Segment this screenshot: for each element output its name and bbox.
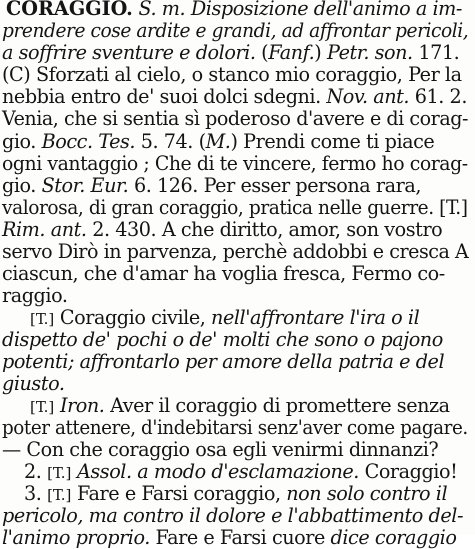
text-run: ) Prendi come ti piace bbox=[230, 130, 435, 153]
italic-run: pericolo, ma contro il dolore e l'abbattimento del- bbox=[2, 504, 464, 527]
text-run: raggio. bbox=[2, 284, 68, 307]
text-line bbox=[2, 439, 438, 461]
headword: CORAGGIO. bbox=[6, 0, 133, 20]
text-run: valorosa, di gran coraggio, pratica nelle guerre. [T.] bbox=[2, 196, 468, 219]
text-run: — Con che coraggio osa egli venirmi dinnanzi? bbox=[2, 438, 439, 461]
italic-run: M. bbox=[205, 130, 231, 153]
italic-run: potenti; affrontarlo per amore della patria e del bbox=[2, 350, 445, 373]
italic-run: Fanf. bbox=[268, 41, 315, 64]
text-line bbox=[2, 131, 434, 153]
text-run: [T.] bbox=[47, 486, 72, 504]
italic-run: Iron. bbox=[59, 394, 105, 417]
italic-run: S. m. bbox=[138, 0, 186, 20]
text-line bbox=[2, 373, 65, 395]
text-run: gio. bbox=[2, 174, 42, 197]
text-run: Fare e Farsi coraggio, bbox=[71, 482, 287, 505]
text-line bbox=[2, 42, 459, 64]
text-line bbox=[2, 263, 445, 285]
italic-run: giusto. bbox=[2, 372, 65, 395]
text-run: ogni vantaggio ; Che di te vincere, fermo ho corag- bbox=[2, 152, 468, 175]
text-line bbox=[2, 285, 67, 307]
text-line bbox=[2, 219, 442, 241]
text-line bbox=[2, 351, 444, 373]
text-run: (C) Sforzati al cielo, o stanco mio coraggio, Per la bbox=[2, 63, 462, 86]
text-run: [T.] bbox=[30, 398, 55, 416]
text-line bbox=[2, 64, 462, 86]
text-run: servo Dirò in parvenza, perchè addobbi e cresca A bbox=[2, 240, 469, 263]
text-line bbox=[6, 0, 462, 20]
text-line bbox=[2, 329, 443, 351]
italic-run: Stor. Eur. bbox=[41, 174, 129, 197]
text-line bbox=[2, 197, 468, 219]
text-run: Venia, che si sentia sì poderoso d'avere e di corag- bbox=[2, 107, 469, 130]
italic-run: l'animo proprio. bbox=[2, 526, 150, 549]
text-run: Fare e Farsi cuore bbox=[149, 526, 331, 549]
text-run: [T.] bbox=[47, 464, 72, 482]
text-line bbox=[2, 86, 467, 108]
italic-run: Nov. ant. bbox=[326, 85, 410, 108]
italic-run: nell'affrontare l'ira o il bbox=[211, 306, 420, 329]
text-line bbox=[30, 307, 419, 329]
italic-run: Petr. son. bbox=[326, 41, 413, 64]
italic-run: Bocc. Tes. bbox=[41, 130, 136, 153]
text-line bbox=[2, 108, 468, 130]
text-run: nebbia entro de' suoi dolci sdegni. bbox=[2, 85, 327, 108]
text-run: 5. 74. ( bbox=[135, 130, 206, 153]
text-line bbox=[2, 527, 456, 549]
text-run: 2. bbox=[24, 460, 48, 483]
italic-run: dice coraggio bbox=[330, 526, 457, 549]
text-line bbox=[30, 395, 450, 417]
text-run: 171. bbox=[412, 41, 460, 64]
text-run: 6. 126. Per esser persona rara, bbox=[128, 174, 421, 197]
text-run: ( bbox=[255, 41, 269, 64]
italic-run: a soffrire sventure e dolori. bbox=[2, 41, 256, 64]
italic-run: dispetto de' pochi o de' molti che sono o pajono bbox=[2, 328, 443, 351]
text-run: [T.] bbox=[30, 310, 55, 328]
text-line bbox=[24, 483, 447, 505]
text-line bbox=[2, 505, 463, 527]
text-run: gio. bbox=[2, 130, 42, 153]
text-run: Aver il coraggio di promettere senza bbox=[104, 394, 450, 417]
text-run: ) bbox=[314, 41, 327, 64]
text-run: poter attenere, d'indebitarsi senz'aver come pagare. bbox=[2, 416, 468, 439]
text-run: Coraggio! bbox=[358, 460, 458, 483]
italic-run: prendere cose ardite e grandi, ad affrontar pericoli, bbox=[2, 19, 469, 42]
text-run: 61. 2. bbox=[409, 85, 467, 108]
text-line bbox=[2, 20, 468, 42]
italic-run: non solo contro il bbox=[286, 482, 448, 505]
text-run: ciascun, che d'amar ha voglia fresca, Fermo co- bbox=[2, 262, 445, 285]
text-line bbox=[2, 241, 468, 263]
text-run: 3. bbox=[24, 482, 48, 505]
text-line bbox=[2, 175, 421, 197]
text-run: 2. 430. A che diritto, amor, son vostro bbox=[86, 218, 443, 241]
text-run: Coraggio civile, bbox=[54, 306, 212, 329]
text-line bbox=[2, 417, 468, 439]
text-line bbox=[2, 153, 468, 175]
text-line bbox=[24, 461, 457, 483]
italic-run: Disposizione dell'animo a im- bbox=[190, 0, 462, 20]
italic-run: Rim. ant. bbox=[2, 218, 87, 241]
italic-run: Assol. a modo d'esclamazione. bbox=[77, 460, 359, 483]
